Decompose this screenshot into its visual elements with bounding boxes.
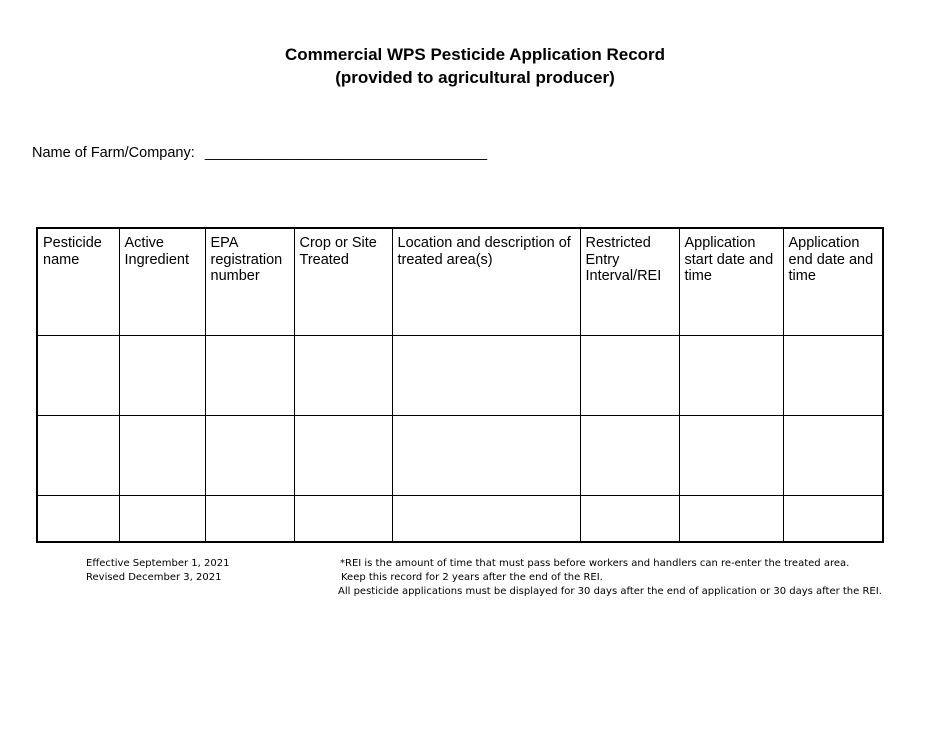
- table-cell[interactable]: [119, 416, 205, 496]
- table-cell[interactable]: [580, 336, 679, 416]
- farm-name-field: [32, 145, 487, 161]
- header-row: [37, 228, 883, 336]
- table-cell[interactable]: [580, 416, 679, 496]
- table-cell[interactable]: [580, 496, 679, 543]
- table-cell[interactable]: [679, 336, 783, 416]
- table-cell[interactable]: [392, 416, 580, 496]
- revised-date: Revised December 3, 2021: [86, 572, 222, 583]
- table-cell[interactable]: [392, 336, 580, 416]
- table-cell[interactable]: [119, 336, 205, 416]
- header-pesticide-name: Pesticide name: [37, 228, 119, 336]
- table-cell[interactable]: [294, 496, 392, 543]
- table-cell[interactable]: [392, 496, 580, 543]
- header-start-date: Application start date and time: [679, 228, 783, 336]
- table-row: [37, 336, 883, 416]
- farm-name-label: Name of Farm/Company:: [32, 145, 195, 161]
- table-row: [37, 496, 883, 543]
- table-cell[interactable]: [294, 416, 392, 496]
- revision-info: [86, 557, 229, 585]
- farm-name-blank[interactable]: ___________________________________: [204, 145, 488, 161]
- table-cell[interactable]: [205, 336, 294, 416]
- table-cell[interactable]: [294, 336, 392, 416]
- title-line-2: (provided to agricultural producer): [335, 68, 615, 87]
- header-crop-site: Crop or Site Treated: [294, 228, 392, 336]
- document-title: [0, 43, 950, 89]
- header-rei: Restricted Entry Interval/REI: [580, 228, 679, 336]
- effective-date: Effective September 1, 2021: [86, 558, 230, 569]
- table-cell[interactable]: [679, 496, 783, 543]
- table-cell[interactable]: [783, 496, 883, 543]
- title-line-1: Commercial WPS Pesticide Application Record: [284, 45, 666, 64]
- header-epa-registration: EPA registration number: [205, 228, 294, 336]
- header-end-date: Application end date and time: [783, 228, 883, 336]
- table-cell[interactable]: [37, 336, 119, 416]
- application-record-table: [36, 227, 884, 543]
- retention-note: Keep this record for 2 years after the end of the REI.: [341, 572, 603, 583]
- table-cell[interactable]: [679, 416, 783, 496]
- table-cell[interactable]: [783, 336, 883, 416]
- table-cell[interactable]: [205, 416, 294, 496]
- rei-note: *REI is the amount of time that must pass before workers and handlers can re-enter the treated area.: [340, 558, 850, 569]
- table-cell[interactable]: [783, 416, 883, 496]
- table-cell[interactable]: [119, 496, 205, 543]
- header-active-ingredient: Active Ingredient: [119, 228, 205, 336]
- display-note: All pesticide applications must be displayed for 30 days after the end of application or 30 days after the REI.: [338, 586, 882, 597]
- header-location: Location and description of treated area(s): [392, 228, 580, 336]
- table-row: [37, 416, 883, 496]
- table-cell[interactable]: [205, 496, 294, 543]
- table-cell[interactable]: [37, 416, 119, 496]
- table-cell[interactable]: [37, 496, 119, 543]
